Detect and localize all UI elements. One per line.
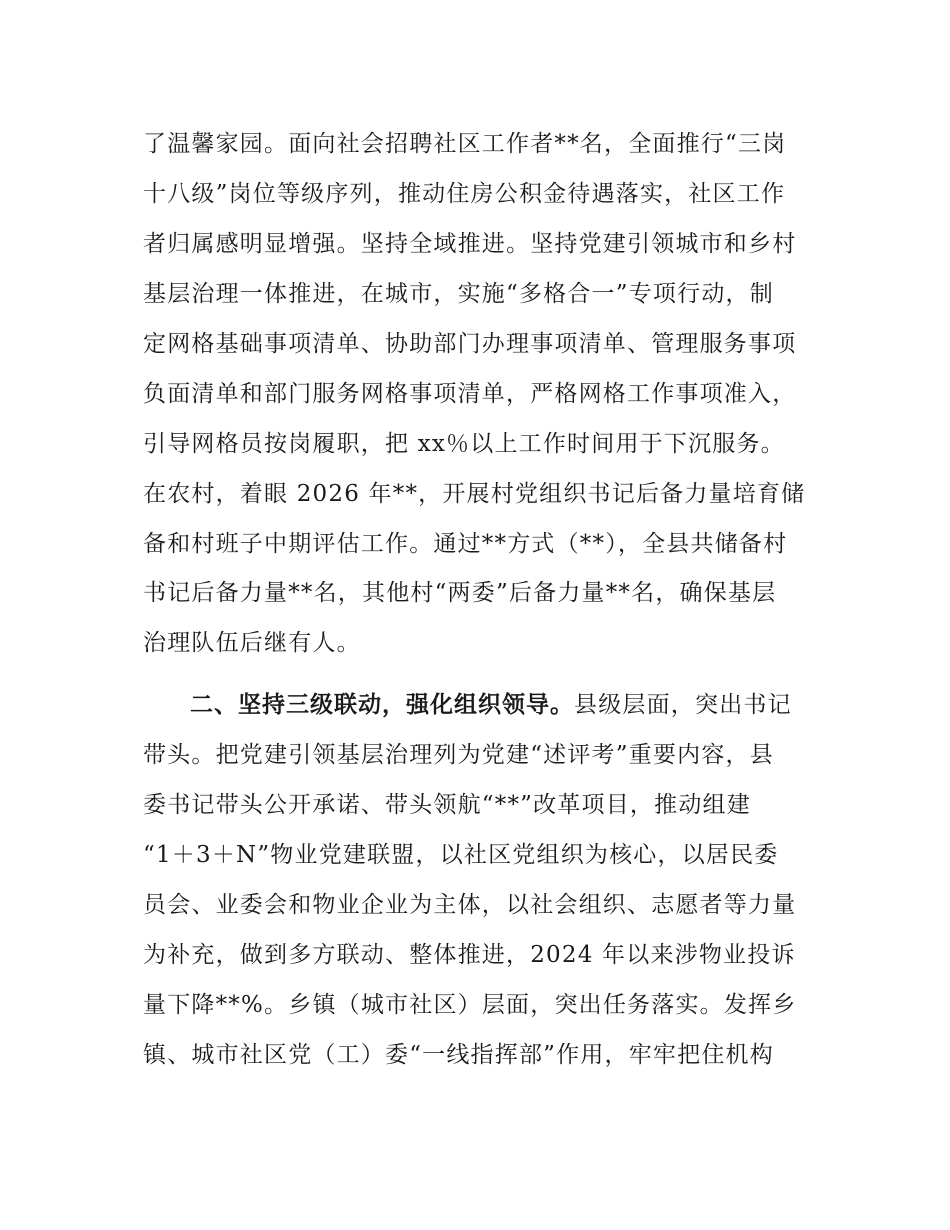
paragraph-2-line-7: 量下降**%。乡镇（城市社区）层面，突出任务落实。发挥乡 (143, 992, 797, 1018)
paragraph-2-line-5: 员会、业委会和物业企业为主体，以社会组织、志愿者等力量 (143, 892, 797, 918)
section-heading: 二、坚持三级联动，强化组织领导。 (190, 692, 574, 718)
paragraph-2-line-3: 委书记带头公开承诺、带头领航“**”改革项目，推动组建 (143, 792, 751, 818)
paragraph-1-line-5: 定网格基础事项清单、协助部门办理事项清单、管理服务事项 (143, 331, 797, 357)
paragraph-2-line-1-text: 县级层面，突出书记 (574, 692, 792, 718)
paragraph-2-line-2: 带头。把党建引领基层治理列为党建“述评考”重要内容，县 (143, 742, 774, 768)
paragraph-1-line-6: 负面清单和部门服务网格事项清单，严格网格工作事项准入， (143, 381, 797, 407)
paragraph-1-line-7: 引导网格员按岗履职，把 xx％以上工作时间用于下沉服务。 (143, 431, 785, 457)
paragraph-1-line-2: 十八级”岗位等级序列，推动住房公积金待遇落实，社区工作 (143, 181, 786, 207)
paragraph-1-line-1: 了温馨家园。面向社会招聘社区工作者**名，全面推行“三岗 (143, 131, 787, 157)
paragraph-2-line-6: 为补充，做到多方联动、整体推进，2024 年以来涉物业投诉 (143, 942, 796, 968)
paragraph-1-line-10: 书记后备力量**名，其他村“两委”后备力量**名，确保基层 (143, 580, 777, 606)
paragraph-1-line-11: 治理队伍后继有人。 (143, 630, 361, 656)
paragraph-1-line-3: 者归属感明显增强。坚持全域推进。坚持党建引领城市和乡村 (143, 231, 797, 257)
paragraph-2-line-4: “1＋3＋N”物业党建联盟，以社区党组织为核心，以居民委 (143, 842, 779, 868)
paragraph-2-line-8: 镇、城市社区党（工）委“一线指挥部”作用，牢牢把住机构 (143, 1042, 774, 1068)
paragraph-2-line-1 (190, 690, 813, 720)
paragraph-1-line-4: 基层治理一体推进，在城市，实施“多格合一”专项行动，制 (143, 281, 774, 307)
paragraph-1-line-9: 备和村班子中期评估工作。通过**方式（**），全县共储备村 (143, 531, 788, 557)
paragraph-1-line-8: 在农村，着眼 2026 年**，开展村党组织书记后备力量培育储 (143, 481, 806, 507)
